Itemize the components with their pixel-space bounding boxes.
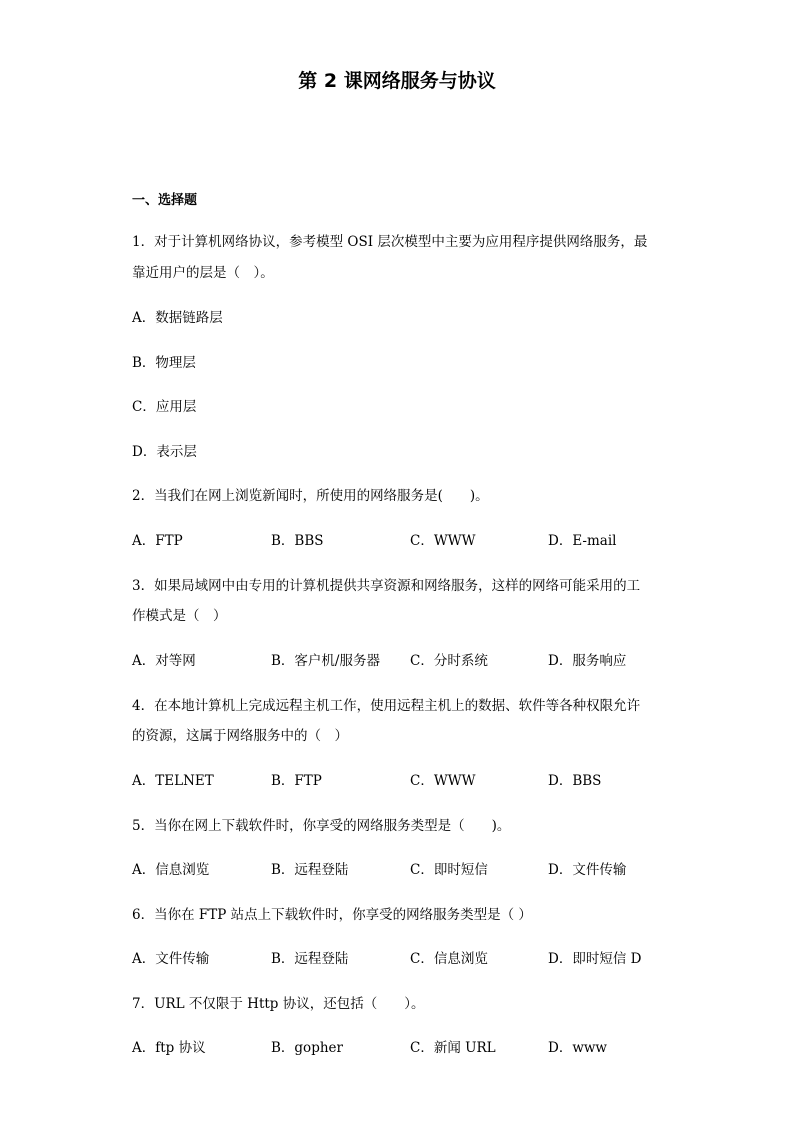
question-2-options [132,531,672,551]
question-1-option-c: C．应用层 [132,399,197,415]
question-3-option-c: C．分时系统 [410,653,488,669]
question-1-option-a: A．数据链路层 [132,310,223,326]
question-4-option-a: A．TELNET [132,773,214,789]
question-5-options [132,860,672,880]
question-4-option-b: B．FTP [271,773,322,789]
question-7-option-c: C．新闻 URL [410,1040,496,1056]
question-4-option-c: C．WWW [410,773,476,789]
question-3-option-b: B．客户机/服务器 [271,653,380,669]
question-3-line-1: 3．如果局域网中由专用的计算机提供共享资源和网络服务，这样的网络可能采用的工 [132,578,641,594]
question-2-option-c: C．WWW [410,533,476,549]
question-5-option-a: A．信息浏览 [132,862,210,878]
question-3-option-a: A．对等网 [132,653,196,669]
question-4-option-d: D．BBS [548,773,602,789]
question-7-option-b: B．gopher [271,1040,343,1056]
question-3-options [132,651,672,671]
question-6-text: 6．当你在 FTP 站点上下载软件时，你享受的网络服务类型是（ ） [132,907,532,923]
question-2-option-d: D．E-mail [548,533,617,549]
question-7-option-a: A．ftp 协议 [132,1040,206,1056]
question-4-line-2: 的资源，这属于网络服务中的（ ） [132,728,348,744]
question-4-options [132,771,672,791]
question-5-option-d: D．文件传输 [548,862,627,878]
question-6-option-a: A．文件传输 [132,951,210,967]
question-1-line-2: 靠近用户的层是（ ）。 [132,265,274,281]
question-5-option-c: C．即时短信 [410,862,488,878]
question-2-option-a: A．FTP [132,533,183,549]
question-2-text: 2．当我们在网上浏览新闻时，所使用的网络服务是( )。 [132,488,489,504]
question-6-option-c: C．信息浏览 [410,951,488,967]
question-6-option-b: B．远程登陆 [271,951,349,967]
question-1-line-1: 1．对于计算机网络协议，参考模型 OSI 层次模型中主要为应用程序提供网络服务，最 [132,234,648,250]
question-3-line-2: 作模式是（ ） [132,608,227,624]
question-4-line-1: 4．在本地计算机上完成远程主机工作，使用远程主机上的数据、软件等各种权限允许 [132,698,641,714]
question-6-options [132,949,672,969]
question-1-option-d: D．表示层 [132,444,197,460]
question-2-option-b: B．BBS [271,533,324,549]
question-6-option-d: D．即时短信 D [548,951,642,967]
page-title: 第 2 课网络服务与协议 [298,70,496,92]
section-heading: 一、选择题 [132,193,198,208]
question-7-text: 7．URL 不仅限于 Http 协议，还包括（ ）。 [132,996,425,1012]
question-3-option-d: D．服务响应 [548,653,627,669]
question-7-options [132,1038,672,1058]
question-5-option-b: B．远程登陆 [271,862,349,878]
question-5-text: 5．当你在网上下载软件时，你享受的网络服务类型是（ )。 [132,818,511,834]
question-7-option-d: D．www [548,1040,607,1056]
question-1-option-b: B．物理层 [132,355,196,371]
